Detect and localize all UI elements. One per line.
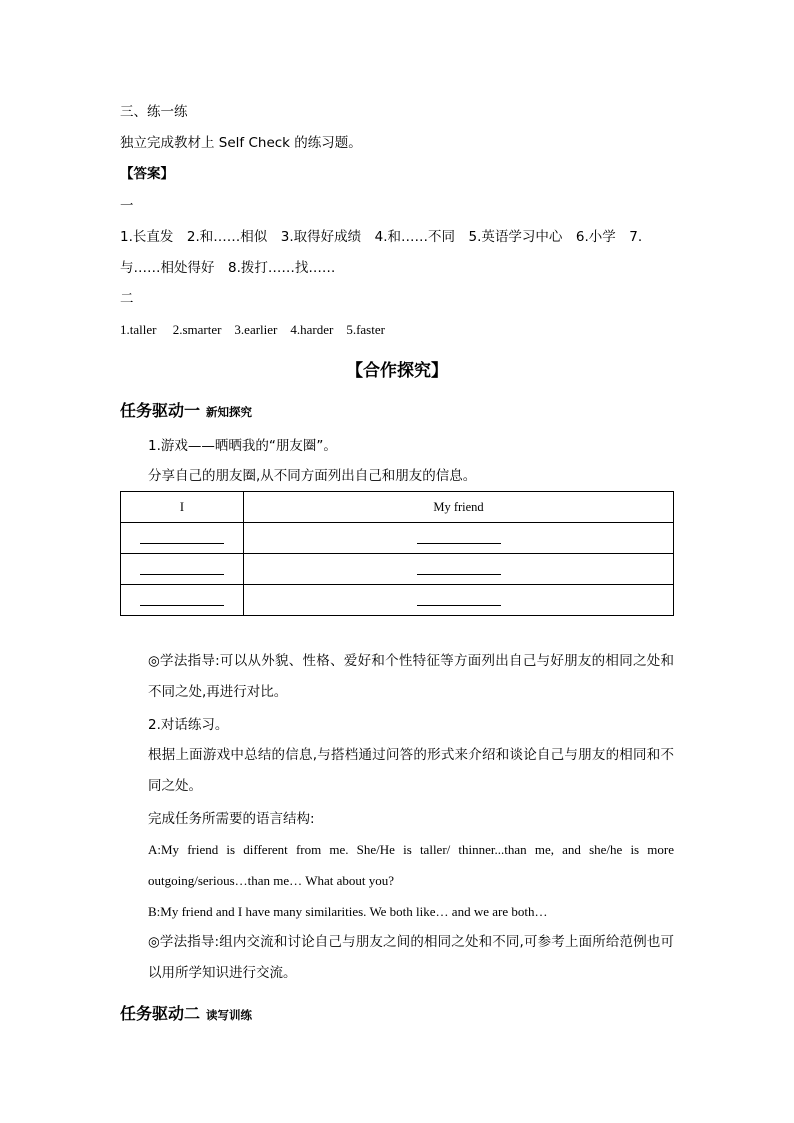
game-title: 1.游戏——晒晒我的“朋友圈”。: [148, 438, 337, 454]
structure-label: 完成任务所需要的语言结构:: [148, 811, 315, 827]
blank-cell-friend[interactable]: [244, 585, 674, 616]
blank-line: [417, 564, 501, 575]
blank-cell-i[interactable]: [121, 585, 244, 616]
blank-cell-i[interactable]: [121, 523, 244, 554]
table-row: [121, 585, 674, 616]
blank-line: [417, 533, 501, 544]
header-i: I: [121, 492, 244, 523]
blank-cell-i[interactable]: [121, 554, 244, 585]
task1-subtitle: 新知探究: [206, 405, 253, 419]
task2-heading: [120, 1001, 252, 1024]
task1-heading: [120, 398, 252, 421]
blank-line: [417, 595, 501, 606]
coop-title: 【合作探究】: [346, 361, 448, 381]
dialog-title: 2.对话练习。: [148, 717, 229, 733]
blank-line: [140, 564, 224, 575]
friends-table: [120, 491, 674, 616]
guide-2: ◎学法指导:组内交流和讨论自己与朋友之间的相同之处和不同,可参考上面所给范例也可以用所学知识进行交流。: [148, 934, 674, 981]
task2-title: 任务驱动二: [120, 1004, 201, 1023]
blank-line: [140, 533, 224, 544]
section3-instruction: 独立完成教材上 Self Check 的练习题。: [120, 135, 362, 151]
guide-1: ◎学法指导:可以从外貌、性格、爱好和个性特征等方面列出自己与好朋友的相同之处和不同之处,再进行对比。: [148, 653, 674, 700]
section3-title: 三、练一练: [120, 104, 188, 120]
answers-part2-label: 二: [120, 291, 134, 307]
sentence-a: A:My friend is different from me. She/He is taller/ thinner...than me, and she/he is more outgoing/serious…than me… What about you?: [148, 842, 674, 888]
task2-subtitle: 读写训练: [206, 1008, 253, 1022]
answers-part1-label: 一: [120, 198, 134, 214]
game-instruction: 分享自己的朋友圈,从不同方面列出自己和朋友的信息。: [148, 468, 477, 484]
table-header-row: [121, 492, 674, 523]
blank-cell-friend[interactable]: [244, 554, 674, 585]
answers-heading: 【答案】: [120, 166, 174, 182]
sentence-b: B:My friend and I have many similarities. We both like… and we are both…: [148, 904, 548, 919]
table-row: [121, 554, 674, 585]
task1-title: 任务驱动一: [120, 401, 201, 420]
blank-line: [140, 595, 224, 606]
answers-part2-line: 1.taller 2.smarter 3.earlier 4.harder 5.faster: [120, 322, 385, 337]
answers-part1-line1: 1.长直发 2.和……相似 3.取得好成绩 4.和……不同 5.英语学习中心 6.小学 7.: [120, 229, 643, 245]
blank-cell-friend[interactable]: [244, 523, 674, 554]
answers-part1-line2: 与……相处得好 8.拨打……找……: [120, 260, 336, 276]
table-row: [121, 523, 674, 554]
header-my-friend: My friend: [244, 492, 674, 523]
dialog-instruction: 根据上面游戏中总结的信息,与搭档通过问答的形式来介绍和谈论自己与朋友的相同和不同之处。: [148, 747, 674, 794]
